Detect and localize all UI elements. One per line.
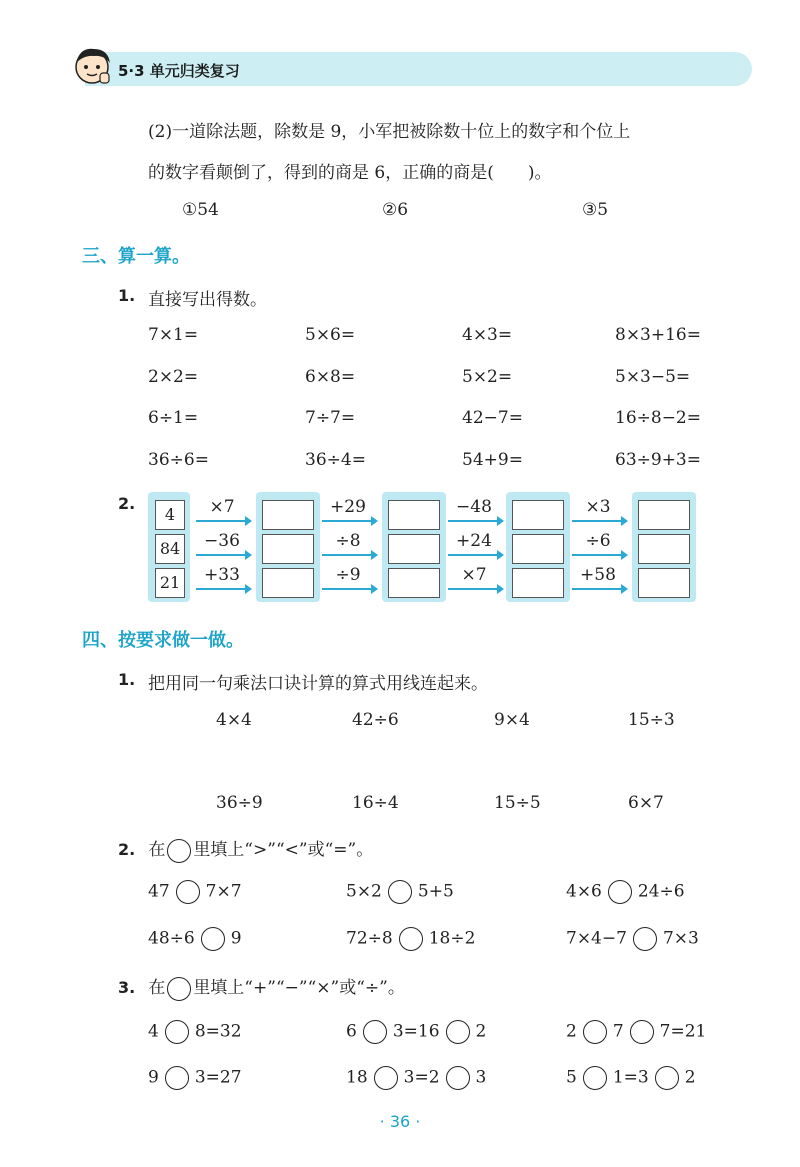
answer-box[interactable] xyxy=(388,568,440,598)
arrow-icon xyxy=(448,554,502,556)
start-value: 4 xyxy=(155,500,185,530)
equation: 7×1= xyxy=(148,325,199,345)
equation: 36÷4= xyxy=(305,450,366,470)
answer-box[interactable] xyxy=(262,500,314,530)
instruction-operators xyxy=(118,973,405,1001)
answer-box[interactable] xyxy=(262,534,314,564)
compare-item: 72÷8 18÷2 xyxy=(346,927,475,951)
instruction-post: 里填上“+”“−”“×”或“÷”。 xyxy=(193,978,405,998)
operation-label: −36 xyxy=(204,531,240,551)
operation-label: ÷9 xyxy=(335,565,361,585)
answer-box[interactable] xyxy=(262,568,314,598)
equation: 36÷6= xyxy=(148,450,209,470)
blank-circle[interactable] xyxy=(446,1020,470,1044)
problem-number: 1. xyxy=(118,670,136,689)
compare-item: 5×2 5+5 xyxy=(346,880,454,904)
operator-item: 5 1=3 2 xyxy=(566,1066,696,1090)
blank-circle[interactable] xyxy=(165,1020,189,1044)
start-value: 21 xyxy=(155,568,185,598)
operation-label: ×7 xyxy=(209,497,235,517)
arrow-icon xyxy=(196,520,250,522)
circle-icon xyxy=(167,977,191,1001)
mascot-icon xyxy=(70,43,116,89)
operation-label: +29 xyxy=(330,497,366,517)
blank-circle[interactable] xyxy=(608,880,632,904)
equation: 6÷1= xyxy=(148,408,199,428)
page-number: · 36 · xyxy=(379,1112,421,1131)
answer-box[interactable] xyxy=(512,568,564,598)
header-title: 5·3 单元归类复习 xyxy=(118,62,240,80)
section-title-3: 三、算一算。 xyxy=(82,246,190,267)
blank-circle[interactable] xyxy=(633,927,657,951)
match-item-top[interactable]: 42÷6 xyxy=(352,710,399,730)
answer-box[interactable] xyxy=(638,500,690,530)
blank-circle[interactable] xyxy=(165,1066,189,1090)
problem-number: 1. xyxy=(118,286,136,305)
answer-box[interactable] xyxy=(512,534,564,564)
equation: 5×6= xyxy=(305,325,356,345)
equation: 4×3= xyxy=(462,325,513,345)
arrow-icon xyxy=(322,588,376,590)
blank-circle[interactable] xyxy=(630,1020,654,1044)
match-item-bottom[interactable]: 16÷4 xyxy=(352,793,399,813)
answer-box[interactable] xyxy=(388,534,440,564)
equation: 2×2= xyxy=(148,367,199,387)
equation: 54+9= xyxy=(462,450,523,470)
instruction-pre: 在 xyxy=(148,840,166,860)
operation-label: ×7 xyxy=(461,565,487,585)
arrow-icon xyxy=(572,520,626,522)
blank-circle[interactable] xyxy=(363,1020,387,1044)
equation: 63÷9+3= xyxy=(615,450,701,470)
blank-circle[interactable] xyxy=(176,880,200,904)
equation: 8×3+16= xyxy=(615,325,701,345)
match-item-bottom[interactable]: 6×7 xyxy=(628,793,664,813)
match-item-top[interactable]: 15÷3 xyxy=(628,710,675,730)
equation: 5×3−5= xyxy=(615,367,691,387)
arrow-icon xyxy=(196,554,250,556)
option-3: ③5 xyxy=(582,200,609,220)
answer-box[interactable] xyxy=(638,568,690,598)
operation-label: ×3 xyxy=(585,497,611,517)
blank-circle[interactable] xyxy=(655,1066,679,1090)
equation: 42−7= xyxy=(462,408,523,428)
operator-item: 9 3=27 xyxy=(148,1066,242,1090)
blank-circle[interactable] xyxy=(201,927,225,951)
arrow-icon xyxy=(322,554,376,556)
operation-label: +24 xyxy=(456,531,492,551)
arrow-icon xyxy=(572,554,626,556)
operation-label: ÷6 xyxy=(585,531,611,551)
instruction-post: 里填上“>”“<”或“=”。 xyxy=(193,840,374,860)
option-1: ①54 xyxy=(182,200,219,220)
compare-item: 4×6 24÷6 xyxy=(566,880,685,904)
operation-label: +58 xyxy=(580,565,616,585)
equation: 6×8= xyxy=(305,367,356,387)
question-line-1: (2)一道除法题，除数是 9，小军把被除数十位上的数字和个位上 xyxy=(148,122,631,142)
start-value: 84 xyxy=(155,534,185,564)
arrow-icon xyxy=(448,520,502,522)
answer-box[interactable] xyxy=(512,500,564,530)
section-title-4: 四、按要求做一做。 xyxy=(82,630,244,651)
equation: 7÷7= xyxy=(305,408,356,428)
instruction-pre: 在 xyxy=(148,978,166,998)
arrow-icon xyxy=(196,588,250,590)
blank-circle[interactable] xyxy=(583,1020,607,1044)
operator-item: 4 8=32 xyxy=(148,1020,242,1044)
equation: 16÷8−2= xyxy=(615,408,701,428)
blank-circle[interactable] xyxy=(399,927,423,951)
compare-item: 7×4−7 7×3 xyxy=(566,927,699,951)
blank-circle[interactable] xyxy=(388,880,412,904)
blank-circle[interactable] xyxy=(583,1066,607,1090)
operation-label: +33 xyxy=(204,565,240,585)
operation-label: −48 xyxy=(456,497,492,517)
problem-number: 2. xyxy=(118,840,136,859)
question-line-2: 的数字看颠倒了，得到的商是 6，正确的商是( )。 xyxy=(148,163,552,183)
compare-item: 47 7×7 xyxy=(148,880,242,904)
operator-item: 18 3=2 3 xyxy=(346,1066,486,1090)
problem-instruction: 把用同一句乘法口诀计算的算式用线连起来。 xyxy=(148,674,488,694)
answer-box[interactable] xyxy=(638,534,690,564)
equation: 5×2= xyxy=(462,367,513,387)
operation-label: ÷8 xyxy=(335,531,361,551)
blank-circle[interactable] xyxy=(446,1066,470,1090)
match-item-bottom[interactable]: 36÷9 xyxy=(216,793,263,813)
match-item-top[interactable]: 4×4 xyxy=(216,710,252,730)
answer-box[interactable] xyxy=(388,500,440,530)
arrow-icon xyxy=(448,588,502,590)
problem-instruction: 直接写出得数。 xyxy=(148,290,267,310)
match-item-bottom[interactable]: 15÷5 xyxy=(494,793,541,813)
problem-number: 3. xyxy=(118,978,136,997)
arrow-icon xyxy=(322,520,376,522)
operator-item: 6 3=16 2 xyxy=(346,1020,486,1044)
circle-icon xyxy=(167,839,191,863)
operator-item: 2 7 7=21 xyxy=(566,1020,706,1044)
arrow-icon xyxy=(572,588,626,590)
option-2: ②6 xyxy=(382,200,409,220)
instruction-compare xyxy=(118,835,373,863)
problem-number-2: 2. xyxy=(118,494,136,513)
match-item-top[interactable]: 9×4 xyxy=(494,710,530,730)
compare-item: 48÷6 9 xyxy=(148,927,242,951)
blank-circle[interactable] xyxy=(374,1066,398,1090)
